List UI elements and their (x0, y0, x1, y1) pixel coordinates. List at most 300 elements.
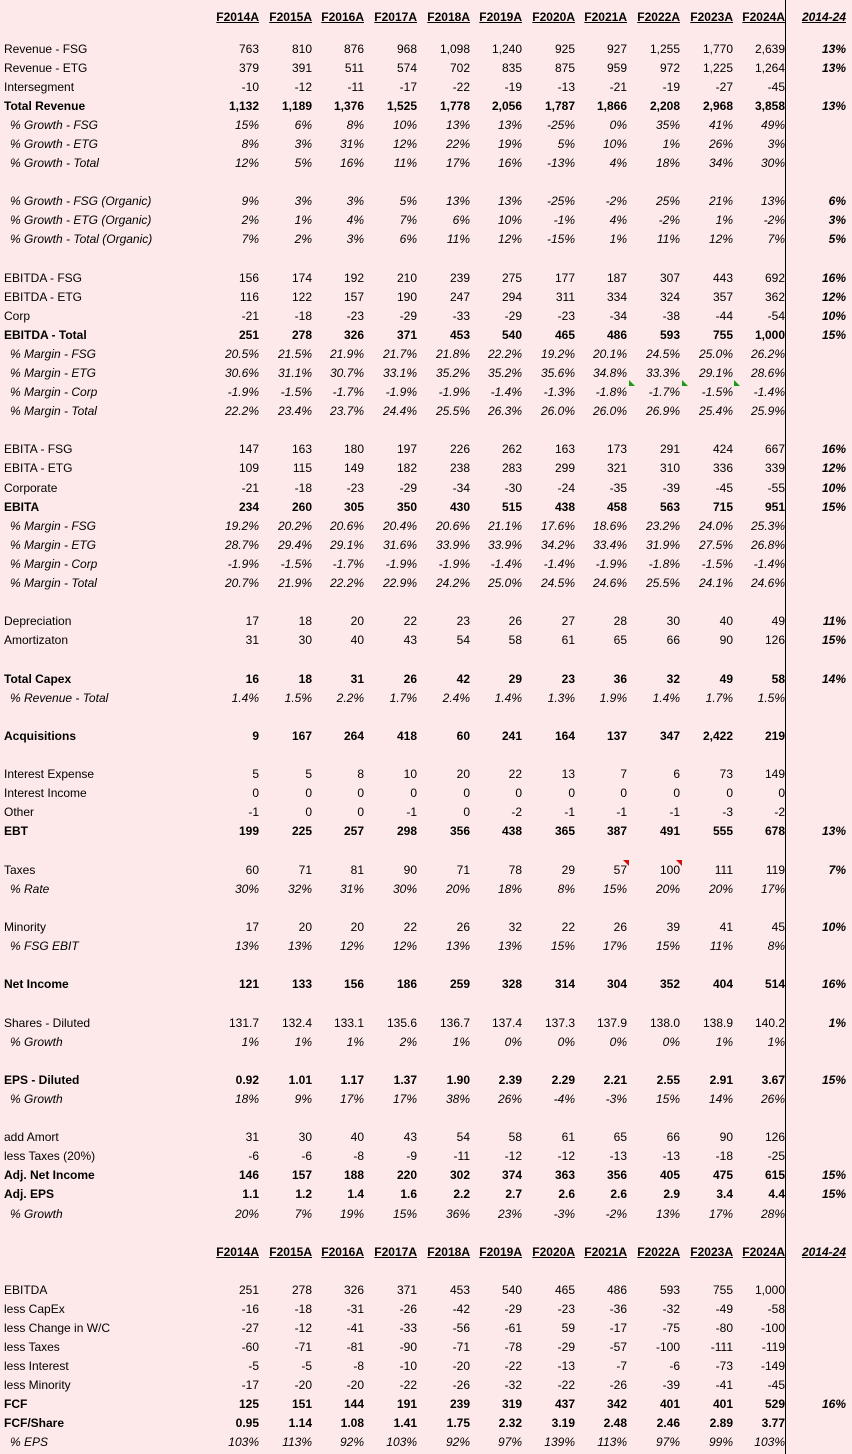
value-cell[interactable]: 15% (602, 882, 627, 896)
value-cell[interactable]: 1.9% (599, 691, 627, 705)
value-cell[interactable]: 1.6 (400, 1187, 417, 1201)
value-cell[interactable]: 0% (557, 1035, 575, 1049)
value-cell[interactable]: 6 (673, 767, 680, 781)
value-cell[interactable]: 20.6% (435, 519, 470, 533)
value-cell[interactable]: 32 (666, 672, 680, 686)
value-cell[interactable]: 2.2 (453, 1187, 470, 1201)
value-cell[interactable]: 20 (350, 614, 364, 628)
value-cell[interactable]: 4.4 (768, 1187, 785, 1201)
cagr-cell[interactable]: 16% (821, 977, 846, 991)
value-cell[interactable]: 66 (666, 1130, 680, 1144)
value-cell[interactable]: 437 (554, 1397, 575, 1411)
value-cell[interactable]: 2.89 (709, 1416, 733, 1430)
value-cell[interactable]: 391 (291, 61, 312, 75)
value-cell[interactable]: 2.7 (505, 1187, 522, 1201)
value-cell[interactable]: 1.4% (494, 691, 522, 705)
value-cell[interactable]: -25% (546, 194, 575, 208)
value-cell[interactable]: 347 (659, 729, 680, 743)
value-cell[interactable]: -1 (669, 805, 680, 819)
value-cell[interactable]: 103% (228, 1435, 259, 1449)
value-cell[interactable]: 1,264 (754, 61, 785, 75)
cagr-cell[interactable] (788, 555, 846, 574)
value-cell[interactable]: -81 (346, 1340, 364, 1354)
value-cell[interactable]: -33 (452, 309, 470, 323)
value-cell[interactable]: 58 (771, 672, 785, 686)
cagr-cell[interactable] (788, 1414, 846, 1433)
value-cell[interactable]: -6 (248, 1149, 259, 1163)
cagr-cell[interactable]: 13% (821, 99, 846, 113)
value-cell[interactable]: 27.5% (698, 538, 733, 552)
value-cell[interactable]: 1.90 (446, 1073, 470, 1087)
value-cell[interactable]: 2.32 (498, 1416, 522, 1430)
value-cell[interactable]: -1.5% (701, 385, 733, 399)
value-cell[interactable]: 12% (708, 232, 733, 246)
value-cell[interactable]: 23.7% (329, 404, 364, 418)
value-cell[interactable]: 58 (508, 633, 522, 647)
value-cell[interactable]: 305 (343, 500, 364, 514)
value-cell[interactable]: 2.55 (656, 1073, 680, 1087)
value-cell[interactable]: 15% (234, 118, 259, 132)
value-cell[interactable]: 163 (554, 442, 575, 456)
value-cell[interactable]: 2,208 (649, 99, 680, 113)
value-cell[interactable]: 972 (659, 61, 680, 75)
cagr-cell[interactable] (788, 78, 846, 97)
value-cell[interactable]: -16 (241, 1302, 259, 1316)
value-cell[interactable]: 192 (343, 271, 364, 285)
value-cell[interactable]: 2% (399, 1035, 417, 1049)
value-cell[interactable]: 593 (659, 1283, 680, 1297)
value-cell[interactable]: 21.9% (329, 347, 364, 361)
value-cell[interactable]: 144 (343, 1397, 364, 1411)
cagr-cell[interactable]: 15% (821, 500, 846, 514)
value-cell[interactable]: 19.2% (540, 347, 575, 361)
value-cell[interactable]: 2% (241, 213, 259, 227)
value-cell[interactable]: 1,225 (702, 61, 733, 75)
value-cell[interactable]: 12% (392, 137, 417, 151)
cagr-cell[interactable] (788, 937, 846, 956)
value-cell[interactable]: 2,968 (702, 99, 733, 113)
value-cell[interactable]: 2.48 (603, 1416, 627, 1430)
value-cell[interactable]: 1% (346, 1035, 364, 1049)
cagr-cell[interactable]: 15% (821, 328, 846, 342)
value-cell[interactable]: -3% (605, 1092, 627, 1106)
value-cell[interactable]: 540 (501, 328, 522, 342)
value-cell[interactable]: 475 (712, 1168, 733, 1182)
cagr-cell[interactable] (788, 536, 846, 555)
value-cell[interactable]: -2% (763, 213, 785, 227)
value-cell[interactable]: 35% (655, 118, 680, 132)
value-cell[interactable]: 31 (350, 672, 364, 686)
value-cell[interactable]: -12 (294, 80, 312, 94)
value-cell[interactable]: -29 (504, 1302, 522, 1316)
value-cell[interactable]: 8% (557, 882, 575, 896)
value-cell[interactable]: 25.0% (487, 576, 522, 590)
value-cell[interactable]: 486 (606, 328, 627, 342)
value-cell[interactable]: 1.41 (393, 1416, 417, 1430)
value-cell[interactable]: 26 (508, 614, 522, 628)
value-cell[interactable]: -1.4% (753, 385, 785, 399)
value-cell[interactable]: 66 (666, 633, 680, 647)
value-cell[interactable]: 32% (287, 882, 312, 896)
value-cell[interactable]: 12% (497, 232, 522, 246)
value-cell[interactable]: -22 (504, 1359, 522, 1373)
value-cell[interactable]: 7% (767, 232, 785, 246)
value-cell[interactable]: 278 (291, 1283, 312, 1297)
value-cell[interactable]: 25.3% (750, 519, 785, 533)
cagr-cell[interactable]: 10% (821, 920, 846, 934)
value-cell[interactable]: -1.5% (701, 557, 733, 571)
cagr-cell[interactable]: 13% (821, 824, 846, 838)
value-cell[interactable]: 9% (294, 1092, 312, 1106)
value-cell[interactable]: -23 (346, 481, 364, 495)
value-cell[interactable]: 35.2% (487, 366, 522, 380)
value-cell[interactable]: -34 (609, 309, 627, 323)
value-cell[interactable]: -4% (553, 1092, 575, 1106)
value-cell[interactable]: -7 (616, 1359, 627, 1373)
cagr-cell[interactable] (788, 574, 846, 593)
cagr-cell[interactable] (788, 1319, 846, 1338)
value-cell[interactable]: 2.6 (558, 1187, 575, 1201)
value-cell[interactable]: 26 (456, 920, 470, 934)
value-cell[interactable]: 387 (606, 824, 627, 838)
value-cell[interactable]: 71 (456, 863, 470, 877)
value-cell[interactable]: 1,866 (596, 99, 627, 113)
value-cell[interactable]: 186 (396, 977, 417, 991)
cagr-cell[interactable]: 14% (821, 672, 846, 686)
value-cell[interactable]: 275 (501, 271, 522, 285)
value-cell[interactable]: 65 (613, 633, 627, 647)
value-cell[interactable]: 11% (393, 156, 417, 170)
value-cell[interactable]: -9 (406, 1149, 417, 1163)
value-cell[interactable]: -100 (655, 1340, 680, 1354)
value-cell[interactable]: 13% (445, 939, 470, 953)
value-cell[interactable]: -13% (546, 156, 575, 170)
value-cell[interactable]: 225 (291, 824, 312, 838)
value-cell[interactable]: -80 (715, 1321, 733, 1335)
value-cell[interactable]: 22 (403, 920, 417, 934)
value-cell[interactable]: 465 (554, 328, 575, 342)
value-cell[interactable]: 6% (452, 213, 470, 227)
value-cell[interactable]: -41 (346, 1321, 364, 1335)
cagr-cell[interactable]: 7% (828, 863, 846, 877)
value-cell[interactable]: -22 (557, 1378, 575, 1392)
value-cell[interactable]: 20 (456, 767, 470, 781)
value-cell[interactable]: 2.6 (610, 1187, 627, 1201)
value-cell[interactable]: 22 (403, 614, 417, 628)
value-cell[interactable]: 405 (659, 1168, 680, 1182)
value-cell[interactable]: 188 (343, 1168, 364, 1182)
value-cell[interactable]: 1.4 (347, 1187, 364, 1201)
value-cell[interactable]: 715 (712, 500, 733, 514)
value-cell[interactable]: 326 (343, 1283, 364, 1297)
value-cell[interactable]: 115 (292, 461, 312, 475)
value-cell[interactable]: 755 (712, 328, 733, 342)
value-cell[interactable]: 24.1% (698, 576, 733, 590)
cagr-cell[interactable]: 12% (821, 461, 846, 475)
value-cell[interactable]: 7% (294, 1207, 312, 1221)
value-cell[interactable]: 0 (252, 786, 259, 800)
value-cell[interactable]: 21.9% (277, 576, 312, 590)
value-cell[interactable]: 0 (357, 786, 364, 800)
value-cell[interactable]: 187 (606, 271, 627, 285)
value-cell[interactable]: 22.2% (329, 576, 364, 590)
value-cell[interactable]: 692 (764, 271, 785, 285)
value-cell[interactable]: 2.39 (498, 1073, 522, 1087)
value-cell[interactable]: 0% (609, 1035, 627, 1049)
value-cell[interactable]: 238 (449, 461, 470, 475)
value-cell[interactable]: 257 (343, 824, 364, 838)
value-cell[interactable]: 339 (764, 461, 785, 475)
value-cell[interactable]: 356 (449, 824, 470, 838)
value-cell[interactable]: -3% (553, 1207, 575, 1221)
value-cell[interactable]: -49 (715, 1302, 733, 1316)
value-cell[interactable]: 132.4 (281, 1016, 312, 1030)
value-cell[interactable]: 29.1% (329, 538, 364, 552)
value-cell[interactable]: 23% (497, 1207, 522, 1221)
value-cell[interactable]: 219 (764, 729, 785, 743)
value-cell[interactable]: 163 (291, 442, 312, 456)
value-cell[interactable]: -21 (241, 481, 259, 495)
value-cell[interactable]: 41 (719, 920, 733, 934)
cagr-cell[interactable] (788, 345, 846, 364)
value-cell[interactable]: 17% (602, 939, 627, 953)
value-cell[interactable]: 16 (245, 672, 259, 686)
value-cell[interactable]: -8 (353, 1359, 364, 1373)
value-cell[interactable]: 310 (659, 461, 680, 475)
value-cell[interactable]: 336 (712, 461, 733, 475)
value-cell[interactable]: 1,376 (333, 99, 364, 113)
value-cell[interactable]: 465 (554, 1283, 575, 1297)
value-cell[interactable]: 5% (294, 156, 312, 170)
value-cell[interactable]: 136.7 (439, 1016, 470, 1030)
value-cell[interactable]: 362 (764, 290, 785, 304)
cagr-cell[interactable]: 15% (821, 1187, 846, 1201)
value-cell[interactable]: 2.29 (551, 1073, 575, 1087)
value-cell[interactable]: -58 (767, 1302, 785, 1316)
value-cell[interactable]: 2,639 (754, 42, 785, 56)
value-cell[interactable]: 100 (659, 863, 680, 877)
value-cell[interactable]: 3% (346, 194, 364, 208)
value-cell[interactable]: 97% (497, 1435, 522, 1449)
value-cell[interactable]: 298 (396, 824, 417, 838)
value-cell[interactable]: -41 (715, 1378, 733, 1392)
value-cell[interactable]: -18 (715, 1149, 733, 1163)
value-cell[interactable]: -71 (452, 1340, 470, 1354)
value-cell[interactable]: 7% (399, 213, 417, 227)
value-cell[interactable]: -19 (504, 80, 522, 94)
value-cell[interactable]: 1.4% (652, 691, 680, 705)
value-cell[interactable]: 139% (544, 1435, 575, 1449)
value-cell[interactable]: 17% (392, 1092, 417, 1106)
value-cell[interactable]: -1 (406, 805, 417, 819)
value-cell[interactable]: 31.6% (382, 538, 417, 552)
value-cell[interactable]: -13 (662, 1149, 680, 1163)
value-cell[interactable]: 0 (515, 786, 522, 800)
cagr-cell[interactable]: 3% (828, 213, 846, 227)
value-cell[interactable]: 307 (659, 271, 680, 285)
value-cell[interactable]: 45 (771, 920, 785, 934)
value-cell[interactable]: 563 (659, 500, 680, 514)
value-cell[interactable]: 109 (238, 461, 259, 475)
value-cell[interactable]: 18 (298, 614, 312, 628)
value-cell[interactable]: 133 (291, 977, 312, 991)
value-cell[interactable]: 1,132 (228, 99, 259, 113)
value-cell[interactable]: 371 (396, 1283, 417, 1297)
value-cell[interactable]: -12 (294, 1321, 312, 1335)
value-cell[interactable]: 458 (606, 500, 627, 514)
value-cell[interactable]: 190 (396, 290, 417, 304)
value-cell[interactable]: 122 (291, 290, 312, 304)
value-cell[interactable]: 13% (655, 1207, 680, 1221)
value-cell[interactable]: 113% (282, 1435, 312, 1449)
value-cell[interactable]: -78 (504, 1340, 522, 1354)
value-cell[interactable]: 1% (715, 213, 733, 227)
value-cell[interactable]: 404 (712, 977, 733, 991)
cagr-cell[interactable]: 11% (822, 614, 846, 628)
value-cell[interactable]: 17 (245, 920, 259, 934)
value-cell[interactable]: 26.2% (750, 347, 785, 361)
value-cell[interactable]: 220 (396, 1168, 417, 1182)
value-cell[interactable]: -119 (761, 1340, 785, 1354)
value-cell[interactable]: -39 (662, 481, 680, 495)
value-cell[interactable]: 1,240 (491, 42, 522, 56)
value-cell[interactable]: 540 (501, 1283, 522, 1297)
value-cell[interactable]: -23 (557, 1302, 575, 1316)
value-cell[interactable]: 22.9% (382, 576, 417, 590)
value-cell[interactable]: -32 (504, 1378, 522, 1392)
value-cell[interactable]: 173 (606, 442, 627, 456)
value-cell[interactable]: 424 (712, 442, 733, 456)
value-cell[interactable]: 3.4 (716, 1187, 733, 1201)
value-cell[interactable]: 59 (561, 1321, 575, 1335)
value-cell[interactable]: 1.7% (389, 691, 417, 705)
value-cell[interactable]: -21 (241, 309, 259, 323)
value-cell[interactable]: 1.4% (231, 691, 259, 705)
value-cell[interactable]: 20 (298, 920, 312, 934)
value-cell[interactable]: 2.91 (709, 1073, 733, 1087)
value-cell[interactable]: -17 (241, 1378, 259, 1392)
value-cell[interactable]: -19 (662, 80, 680, 94)
cagr-cell[interactable]: 10% (821, 481, 846, 495)
value-cell[interactable]: -11 (347, 80, 364, 94)
value-cell[interactable]: 374 (501, 1168, 522, 1182)
value-cell[interactable]: 1.08 (340, 1416, 364, 1430)
value-cell[interactable]: -26 (452, 1378, 470, 1392)
value-cell[interactable]: 1,000 (754, 1283, 785, 1297)
cagr-cell[interactable]: 10% (821, 309, 846, 323)
value-cell[interactable]: 92% (445, 1435, 470, 1449)
value-cell[interactable]: -25% (546, 118, 575, 132)
value-cell[interactable]: -73 (715, 1359, 733, 1373)
value-cell[interactable]: 149 (764, 767, 785, 781)
value-cell[interactable]: -12 (557, 1149, 575, 1163)
value-cell[interactable]: 18.6% (592, 519, 627, 533)
value-cell[interactable]: 133.1 (333, 1016, 364, 1030)
value-cell[interactable]: 174 (291, 271, 312, 285)
value-cell[interactable]: -2% (658, 213, 680, 227)
value-cell[interactable]: 352 (659, 977, 680, 991)
value-cell[interactable]: -25 (767, 1149, 785, 1163)
value-cell[interactable]: 453 (449, 1283, 470, 1297)
value-cell[interactable]: -100 (760, 1321, 785, 1335)
value-cell[interactable]: 140.2 (754, 1016, 785, 1030)
cagr-cell[interactable] (788, 135, 846, 154)
value-cell[interactable]: 60 (245, 863, 259, 877)
value-cell[interactable]: 13% (445, 118, 470, 132)
value-cell[interactable]: 4% (346, 213, 364, 227)
value-cell[interactable]: 36% (445, 1207, 470, 1221)
value-cell[interactable]: 10 (403, 767, 417, 781)
value-cell[interactable]: 2.46 (656, 1416, 680, 1430)
value-cell[interactable]: -29 (557, 1340, 575, 1354)
value-cell[interactable]: -45 (715, 481, 733, 495)
value-cell[interactable]: 529 (764, 1397, 785, 1411)
value-cell[interactable]: 968 (396, 42, 417, 56)
value-cell[interactable]: 31 (245, 633, 259, 647)
value-cell[interactable]: -10 (399, 1359, 417, 1373)
value-cell[interactable]: -20 (346, 1378, 364, 1392)
value-cell[interactable]: 13% (497, 939, 522, 953)
value-cell[interactable]: -5 (248, 1359, 259, 1373)
value-cell[interactable]: 1% (294, 1035, 312, 1049)
value-cell[interactable]: 20.2% (277, 519, 312, 533)
value-cell[interactable]: 18% (234, 1092, 259, 1106)
value-cell[interactable]: -31 (346, 1302, 364, 1316)
value-cell[interactable]: 702 (449, 61, 470, 75)
value-cell[interactable]: 925 (554, 42, 575, 56)
value-cell[interactable]: 24.5% (540, 576, 575, 590)
value-cell[interactable]: 314 (554, 977, 575, 991)
cagr-cell[interactable] (788, 1281, 846, 1300)
value-cell[interactable]: 0% (609, 118, 627, 132)
value-cell[interactable]: -33 (399, 1321, 417, 1335)
value-cell[interactable]: 138.0 (649, 1016, 680, 1030)
value-cell[interactable]: 15% (392, 1207, 417, 1221)
value-cell[interactable]: 350 (396, 500, 417, 514)
value-cell[interactable]: 10% (392, 118, 417, 132)
value-cell[interactable]: 40 (350, 633, 364, 647)
value-cell[interactable]: 180 (343, 442, 364, 456)
value-cell[interactable]: 2,056 (491, 99, 522, 113)
value-cell[interactable]: 555 (712, 824, 733, 838)
cagr-cell[interactable] (788, 689, 846, 708)
value-cell[interactable]: 24.6% (750, 576, 785, 590)
cagr-cell[interactable] (788, 1376, 846, 1395)
value-cell[interactable]: 22.2% (224, 404, 259, 418)
value-cell[interactable]: 26.0% (540, 404, 575, 418)
value-cell[interactable]: 927 (606, 42, 627, 56)
value-cell[interactable]: 5% (399, 194, 417, 208)
value-cell[interactable]: -27 (241, 1321, 259, 1335)
value-cell[interactable]: 182 (396, 461, 417, 475)
value-cell[interactable]: -1.8% (595, 385, 627, 399)
cagr-cell[interactable]: 13% (821, 42, 846, 56)
value-cell[interactable]: 1.14 (288, 1416, 312, 1430)
value-cell[interactable]: 90 (719, 1130, 733, 1144)
value-cell[interactable]: 20.4% (382, 519, 417, 533)
value-cell[interactable]: 4% (609, 213, 627, 227)
value-cell[interactable]: 116 (239, 290, 259, 304)
value-cell[interactable]: 29.1% (698, 366, 733, 380)
value-cell[interactable]: 2.21 (603, 1073, 627, 1087)
value-cell[interactable]: 9% (241, 194, 259, 208)
value-cell[interactable]: 810 (291, 42, 312, 56)
cagr-cell[interactable] (788, 1205, 846, 1224)
value-cell[interactable]: 239 (449, 1397, 470, 1411)
value-cell[interactable]: 0 (305, 786, 312, 800)
value-cell[interactable]: 156 (238, 271, 259, 285)
value-cell[interactable]: 17% (339, 1092, 364, 1106)
